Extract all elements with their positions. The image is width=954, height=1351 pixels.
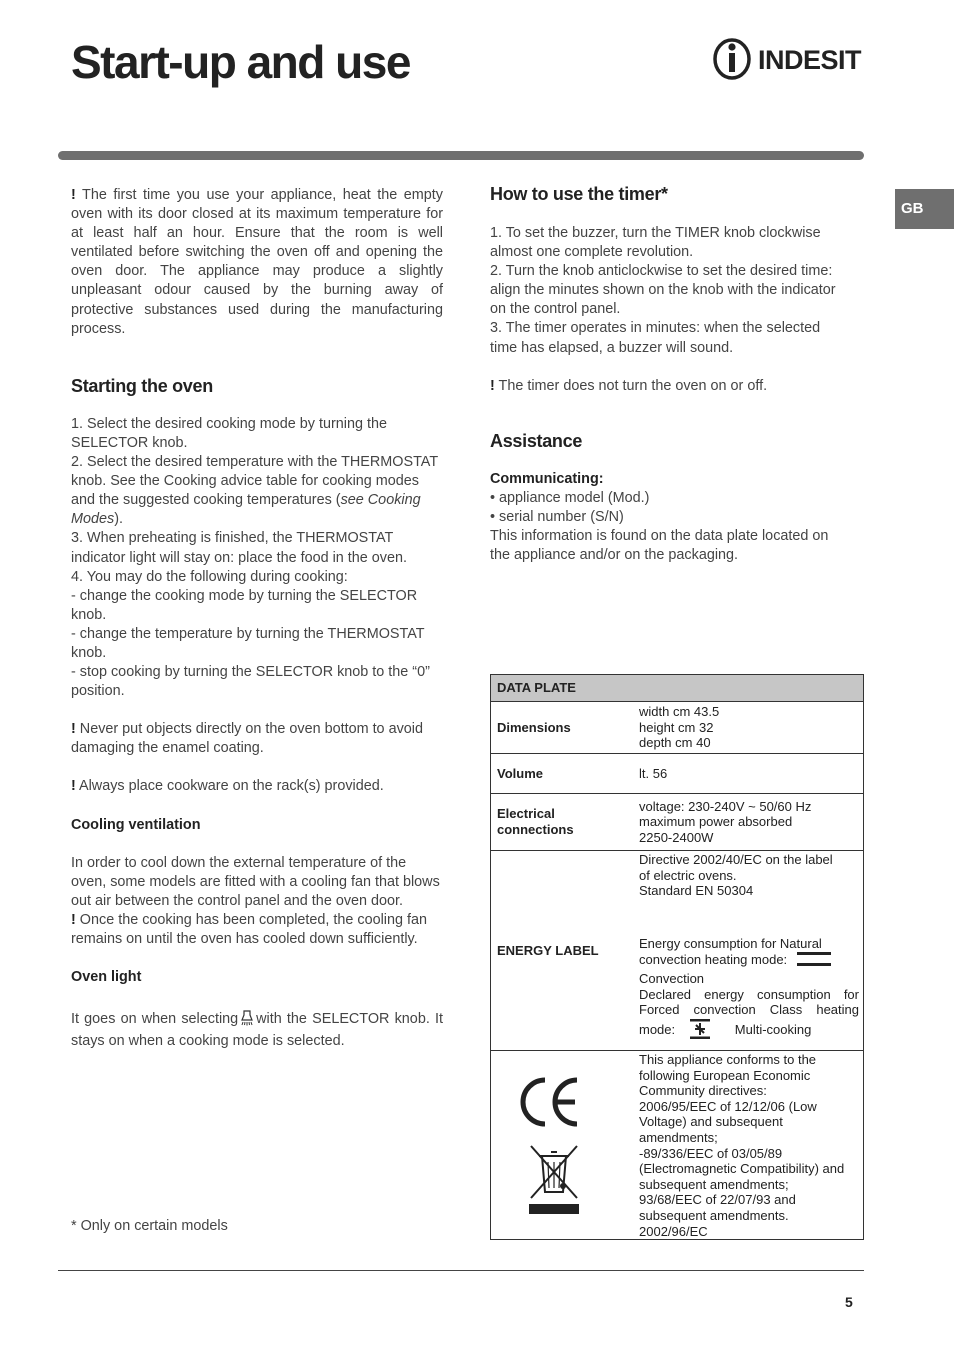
volume-value: lt. 56 [633, 754, 864, 794]
cooling-heading: Cooling ventilation [71, 816, 201, 833]
right-column [490, 224, 850, 565]
step-3: 3. When preheating is finished, the THERMOSTAT indicator light will stay on: place the food in the oven. [71, 530, 407, 566]
volume-label: Volume [491, 754, 634, 794]
energy-label: ENERGY LABEL [491, 851, 634, 1051]
indesit-logo-icon [712, 36, 866, 82]
oven-lamp-icon [241, 1010, 253, 1032]
header-rule [58, 151, 864, 160]
warning-enamel: ! Never put objects directly on the oven bottom to avoid damaging the enamel coating. [71, 721, 423, 757]
data-plate-table [490, 674, 864, 1240]
energy-value: Directive 2002/40/EC on the label of electric ovens. Standard EN 50304 Energy consumption for Natural convection heating mode: Convection Declared energy consumption for Forced convection Class heating mode: Multi-cooking [633, 851, 864, 1051]
starting-heading: Starting the oven [71, 375, 213, 396]
crossed-bin-icon [527, 1142, 581, 1214]
cooking-modes-reference: see Cooking Modes [71, 492, 421, 528]
step-1: 1. Select the desired cooking mode by turning the SELECTOR knob. [71, 415, 387, 451]
comm-note: This information is found on the data plate located on the appliance and/or on the packaging. [490, 528, 829, 564]
page-number: 5 [845, 1294, 853, 1310]
language-tab: GB [895, 189, 954, 229]
timer-step-3: 3. The timer operates in minutes: when the selected time has elapsed, a buzzer will sound. [490, 320, 821, 356]
electrical-value: voltage: 230-240V ~ 50/60 Hz maximum power absorbed 2250-2400W [633, 794, 864, 851]
electrical-label: Electrical connections [491, 794, 634, 851]
brand-name: INDESIT [758, 45, 862, 75]
timer-note: ! The timer does not turn the oven on or off. [490, 377, 768, 394]
ce-mark-icon [515, 1076, 581, 1128]
communicating-heading: Communicating: [490, 470, 604, 487]
step-4-c: - stop cooking by turning the SELECTOR knob to the “0” position. [71, 664, 430, 700]
comm-item-model: • appliance model (Mod.) [490, 489, 650, 506]
conformity-value: This appliance conforms to the following European Economic Community directives: 2006/95/EEC of 12/12/06 (Low Voltage) and subsequent amendments; -89/336/EEC of 03/05/89 (Electromagnetic Compatibility) and subsequent amendments; 93/68/EEC of 22/07/93 and subsequent amendments. 2002/96/EC [633, 1051, 864, 1240]
dimensions-value: width cm 43.5 height cm 32 depth cm 40 [633, 702, 864, 754]
data-plate-header: DATA PLATE [491, 675, 864, 702]
step-2: 2. Select the desired temperature with the THERMOSTAT knob. See the Cooking advice table for cooking modes and the suggested cooking temperatures (see Cooking Modes). [71, 454, 438, 528]
assistance-heading: Assistance [490, 430, 583, 451]
step-4-b: - change the temperature by turning the THERMOSTAT knob. [71, 625, 425, 661]
page-title: Start-up and use [71, 36, 410, 88]
timer-step-2: 2. Turn the knob anticlockwise to set the desired time: align the minutes shown on the knob with the indicator on the control panel. [490, 263, 836, 318]
step-4: 4. You may do the following during cooking: [71, 568, 348, 585]
left-column [71, 186, 443, 1051]
oven-light-text: It goes on when selecting with the SELECTOR knob. It stays on when a cooking mode is selected. [71, 1011, 443, 1050]
compliance-symbols [491, 1051, 634, 1240]
footnote: * Only on certain models [71, 1218, 228, 1234]
warning-rack: ! Always place cookware on the rack(s) provided. [71, 778, 384, 795]
intro-paragraph: ! The first time you use your appliance, heat the empty oven with its door closed at its maximum temperature for at least half an hour. Ensure that the room is well ventilated before switching the oven off and opening the oven door. The appliance may produce a slightly unpleasant odour caused by the burning away of protective substances used during the manufacturing process. [71, 187, 443, 337]
step-4-a: - change the cooking mode by turning the SELECTOR knob. [71, 587, 418, 623]
comm-item-serial: • serial number (S/N) [490, 509, 624, 526]
forced-convection-fan-icon [689, 1018, 711, 1044]
oven-light-heading: Oven light [71, 969, 142, 986]
timer-step-1: 1. To set the buzzer, turn the TIMER knob clockwise almost one complete revolution. [490, 225, 821, 261]
dimensions-label: Dimensions [491, 702, 634, 754]
cooling-warning: ! Once the cooking has been completed, the cooling fan remains on until the oven has cooled down sufficiently. [71, 911, 428, 947]
timer-heading: How to use the timer* [490, 184, 668, 204]
cooling-text: In order to cool down the external temperature of the oven, some models are fitted with a cooling fan that blows out air between the control panel and the oven door. [71, 854, 440, 909]
natural-convection-icon [797, 951, 831, 971]
footer-rule [58, 1270, 864, 1271]
